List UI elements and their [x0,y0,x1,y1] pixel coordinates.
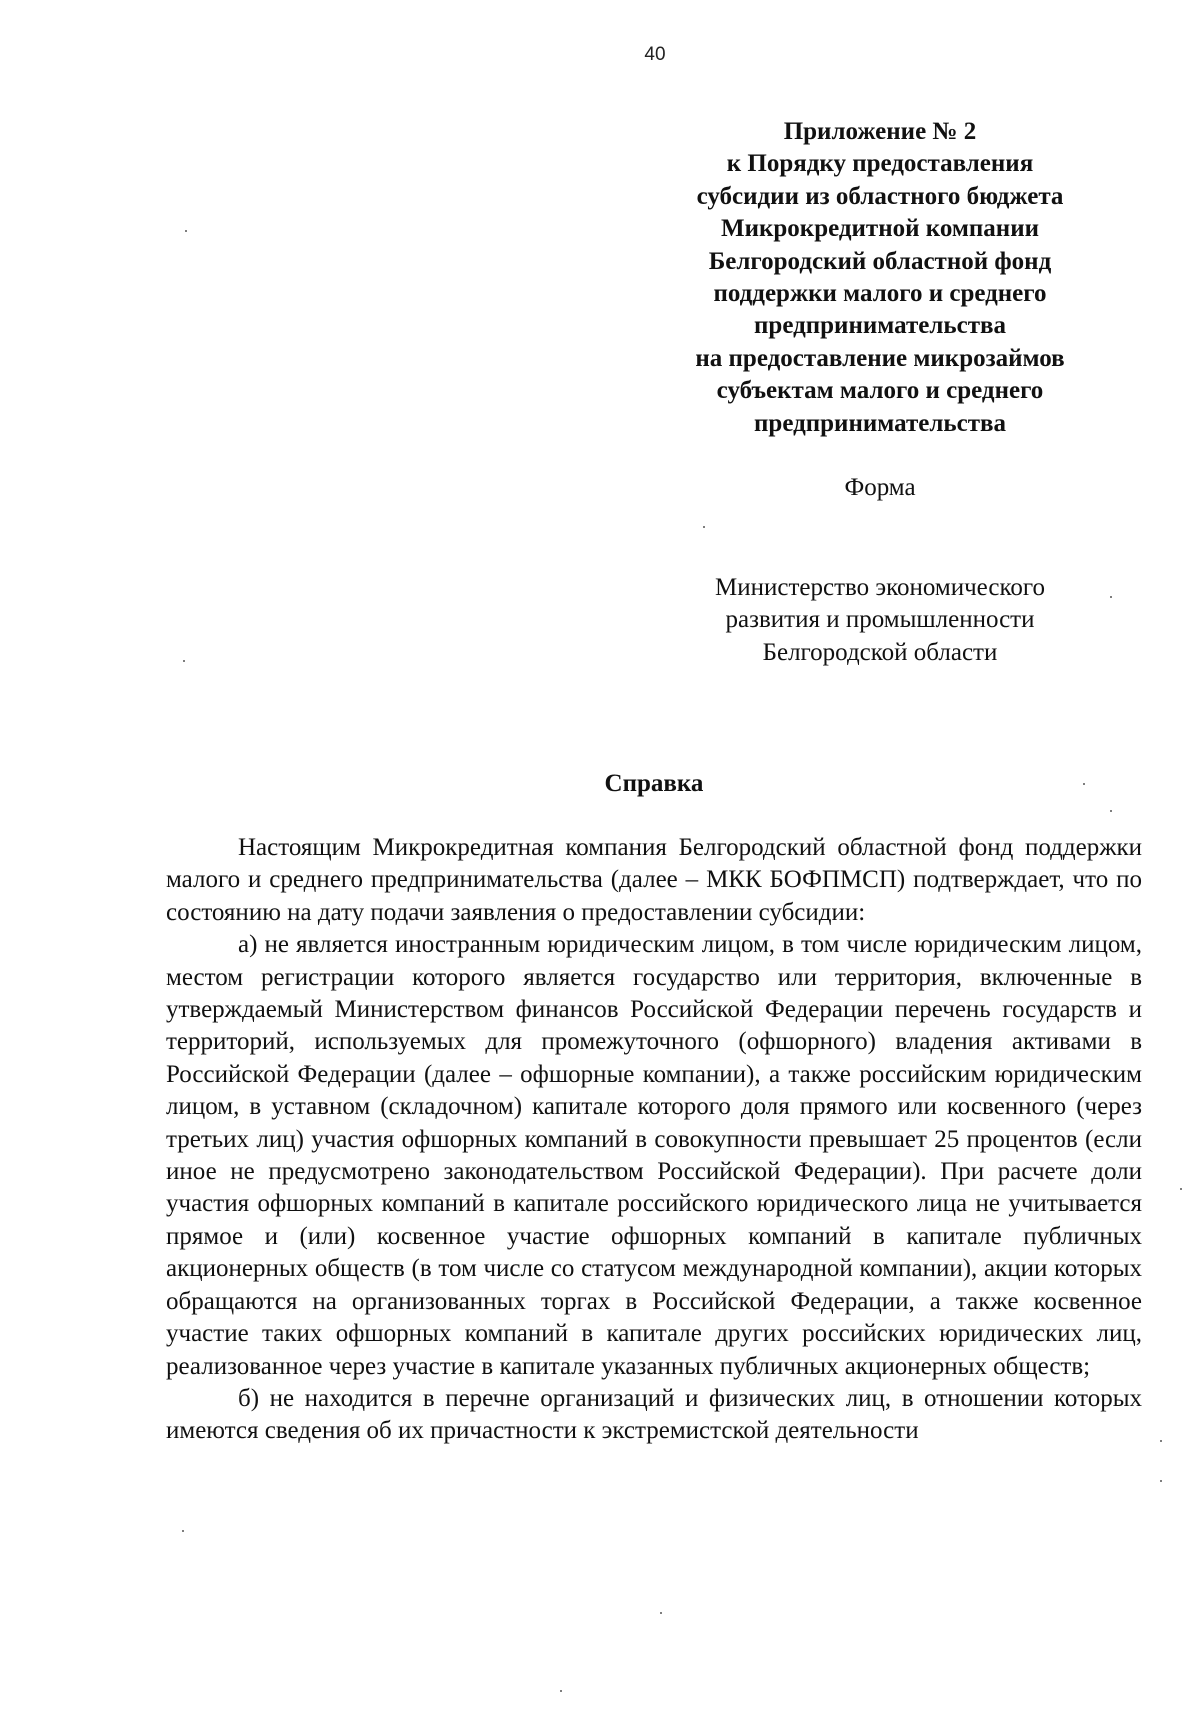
form-label: Форма [844,474,916,501]
scan-speck [185,230,187,232]
scan-speck [1160,1440,1162,1442]
appendix-line: предпринимательства [754,409,1006,437]
appendix-line: к Порядку предоставления [726,150,1034,178]
appendix-header [630,116,1130,440]
appendix-line: на предоставление микрозаймов [695,344,1065,372]
appendix-line: субсидии из областного бюджета [696,182,1064,210]
scan-speck [183,660,185,662]
appendix-line: предпринимательства [754,312,1006,340]
appendix-line: поддержки малого и среднего [713,280,1047,308]
scan-speck [560,1690,562,1692]
scan-speck [660,1612,662,1614]
scan-speck [1160,1480,1162,1482]
ministry-addressee [630,572,1130,669]
ministry-line: развития и промышленности [725,606,1035,634]
document-body [166,832,1142,1448]
ministry-line: Министерство экономического [715,574,1045,601]
appendix-line: Приложение № 2 [783,118,977,145]
scan-speck [1180,1188,1182,1190]
scan-speck [182,1530,184,1532]
scan-speck [1083,783,1085,785]
document-title: Справка [604,770,704,797]
scan-speck [1110,810,1112,812]
appendix-line: Микрокредитной компании [720,215,1040,243]
ministry-line: Белгородской области [762,638,998,666]
page-number: 40 [644,44,666,65]
scan-speck [1110,596,1112,598]
scan-speck [703,526,705,528]
item-b-paragraph: б) не находится в перечне организаций и физических лиц, в отношении которых имеются сведения об их причастности к экстремистской деятельности [166,1384,1142,1445]
intro-paragraph: Настоящим Микрокредитная компания Белгородский областной фонд поддержки малого и среднего предпринимательства (далее – МКК БОФПМСП) подтверждает, что по состоянию на дату подачи заявления о предоставлении субсидии: [166,834,1142,926]
appendix-line: субъектам малого и среднего [716,377,1044,405]
item-a-paragraph: а) не является иностранным юридическим лицом, в том числе юридическим лицом, местом регистрации которого является государство или территория, включенные в утверждаемый Министерством финансов Российской Федерации перечень государств и территорий, используемых для промежуточного (офшорного) владения активами в Российской Федерации (далее – офшорные компании), а также российским юридическим лицом, в уставном (складочном) капитале которого доля прямого или косвенного (через третьих лиц) участия офшорных компаний в совокупности превышает 25 процентов (если иное не предусмотрено законодательством Российской Федерации). При расчете доли участия офшорных компаний в капитале российского юридического лица не учитывается прямое и (или) косвенное участие офшорных компаний в капитале публичных акционерных обществ (в том числе со статусом международной компании), акции которых обращаются на организованных торгах в Российской Федерации, а также косвенное участие таких офшорных компаний в капитале других российских юридических лиц, реализованное через участие в капитале указанных публичных акционерных обществ; [166,931,1142,1380]
appendix-line: Белгородский областной фонд [708,247,1052,275]
